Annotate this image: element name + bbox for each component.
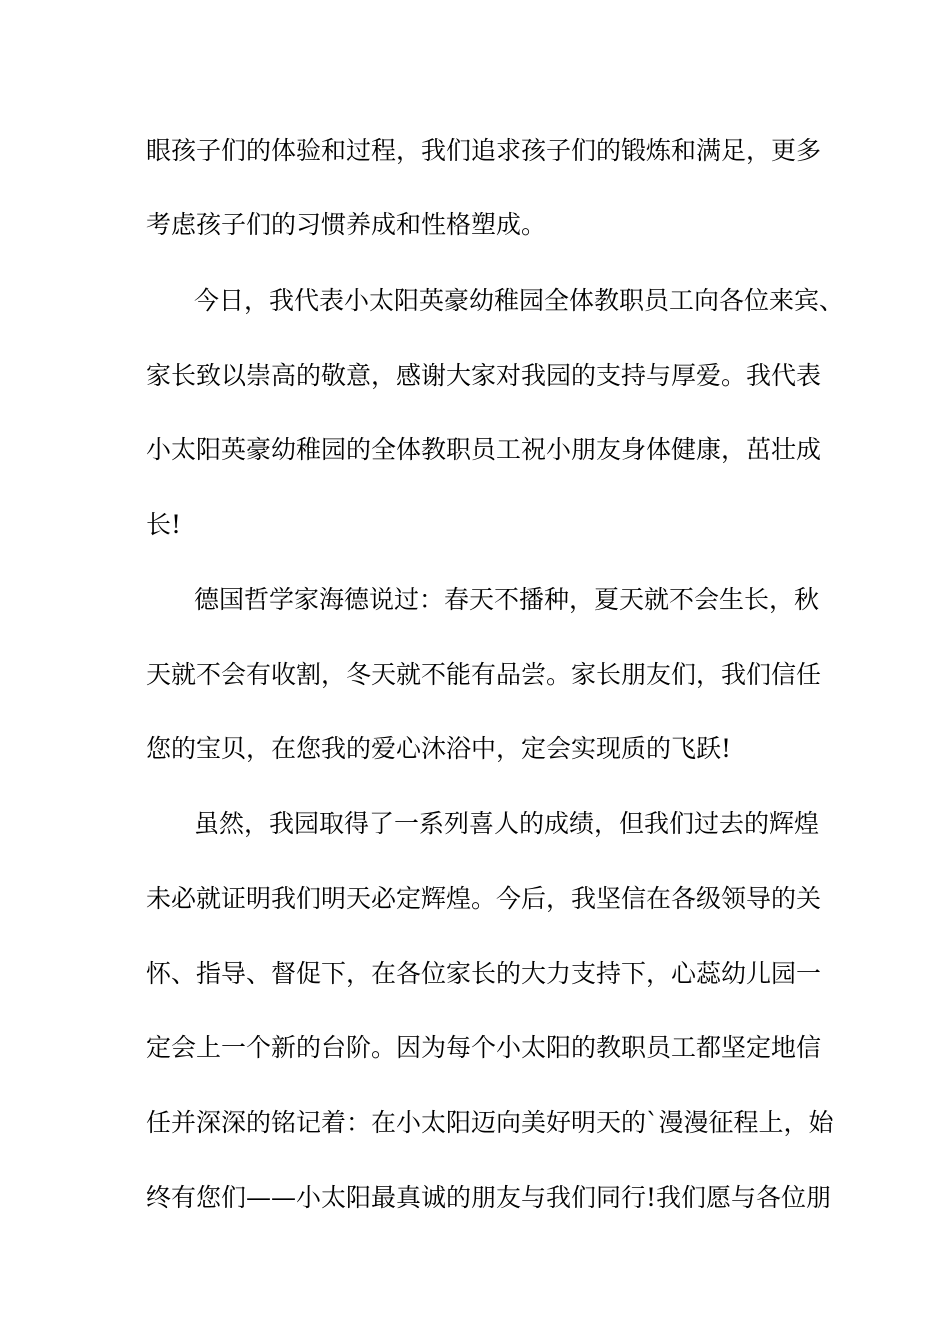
text-line: 未必就证明我们明天必定辉煌。今后，我坚信在各级领导的关 xyxy=(146,884,822,913)
paragraph-start-line: 今日，我代表小太阳英豪幼稚园全体教职员工向各位来宾、 xyxy=(194,286,845,315)
text-line: 考虑孩子们的习惯养成和性格塑成。 xyxy=(146,210,547,239)
text-line: 终有您们——小太阳最真诚的朋友与我们同行!我们愿与各位朋 xyxy=(146,1183,832,1212)
text-line: 天就不会有收割，冬天就不能有品尝。家长朋友们，我们信任 xyxy=(146,660,822,689)
text-line: 任并深深的铭记着：在小太阳迈向美好明天的`漫漫征程上，始 xyxy=(146,1108,834,1137)
text-line: 小太阳英豪幼稚园的全体教职员工祝小朋友身体健康，茁壮成 xyxy=(146,435,822,464)
text-line: 家长致以崇高的敬意，感谢大家对我园的支持与厚爱。我代表 xyxy=(146,361,822,390)
text-line: 长! xyxy=(146,510,182,539)
paragraph-start-line: 虽然，我园取得了一系列喜人的成绩，但我们过去的辉煌 xyxy=(194,809,820,838)
text-line: 眼孩子们的体验和过程，我们追求孩子们的锻炼和满足，更多 xyxy=(146,136,822,165)
text-line: 定会上一个新的台阶。因为每个小太阳的教职员工都坚定地信 xyxy=(146,1033,822,1062)
paragraph-start-line: 德国哲学家海德说过：春天不播种，夏天就不会生长，秋 xyxy=(194,585,820,614)
text-line: 怀、指导、督促下，在各位家长的大力支持下，心蕊幼儿园一 xyxy=(146,959,822,988)
text-line: 您的宝贝，在您我的爱心沐浴中，定会实现质的飞跃! xyxy=(146,734,732,763)
